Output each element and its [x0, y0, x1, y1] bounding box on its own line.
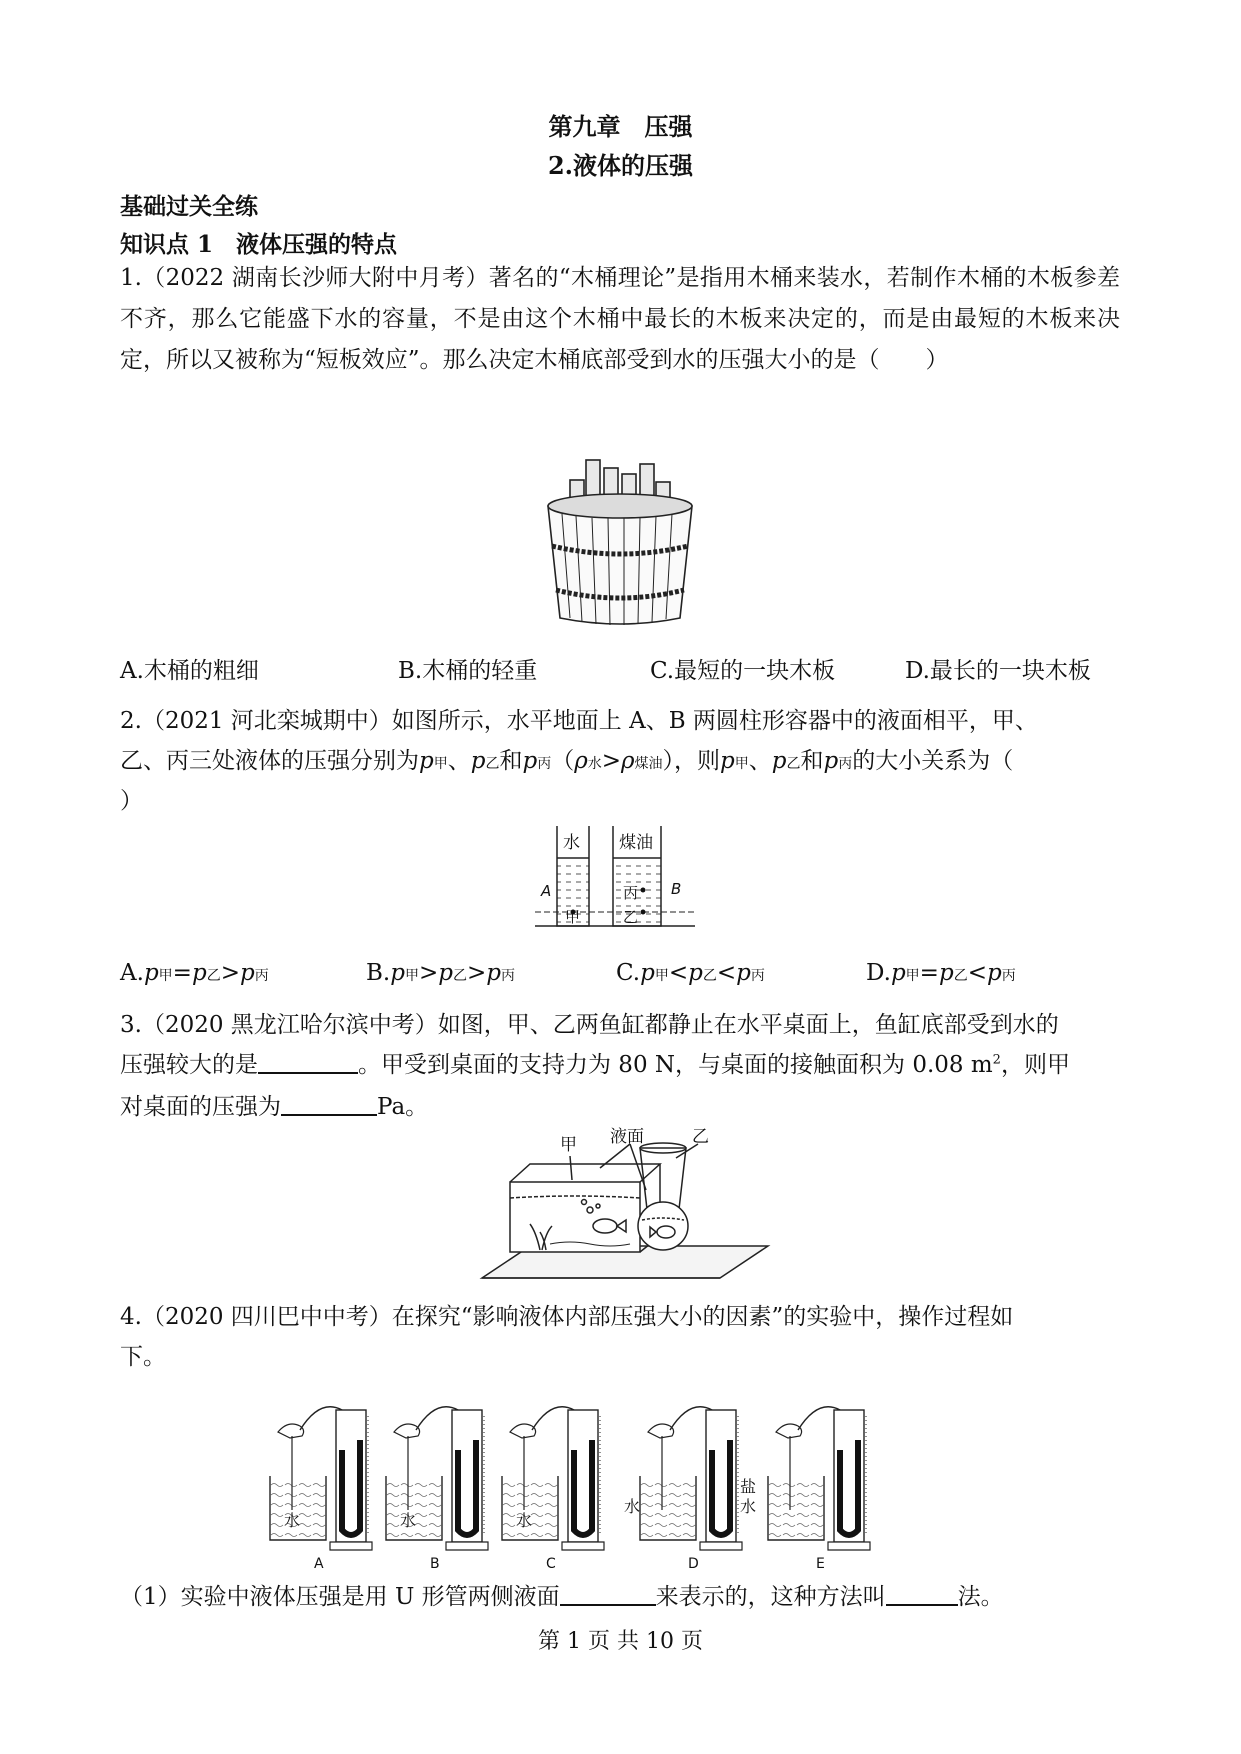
- question-3-line-2: 压强较大的是 。甲受到桌面的支持力为 80 N，与桌面的接触面积为 0.08 $m^2$，则甲: [120, 1052, 1070, 1078]
- lesson-title: 2.液体的压强: [547, 151, 694, 180]
- label-salt-water-2: 水: [740, 1497, 757, 1516]
- label-liquid-surface: 液面: [610, 1127, 644, 1147]
- answer-blank-q3-b[interactable]: [281, 1092, 377, 1116]
- question-3-line-3: 对桌面的压强为 Pa。: [120, 1094, 429, 1120]
- label-point-yi: 乙: [623, 908, 639, 926]
- label-container-b: B: [671, 880, 682, 898]
- q1-option-b[interactable]: B.木桶的轻重: [398, 658, 538, 684]
- label-beaker-water-a: 水: [284, 1511, 301, 1530]
- label-setup-a: A: [314, 1556, 324, 1572]
- q1-option-c[interactable]: C.最短的一块木板: [650, 658, 836, 684]
- question-2-line-3: ）: [120, 788, 143, 814]
- knowledge-point-heading: 知识点 1 液体压强的特点: [120, 231, 398, 258]
- label-point-jia: 甲: [565, 908, 581, 926]
- label-setup-d: D: [688, 1556, 699, 1572]
- q2-option-d[interactable]: D.p甲=p乙<p丙: [866, 960, 1016, 986]
- label-salt-water-1: 盐: [740, 1477, 757, 1496]
- label-kerosene: 煤油: [619, 833, 653, 853]
- question-4-sub-1: （1）实验中液体压强是用 U 形管两侧液面 来表示的，这种方法叫 法。: [120, 1584, 1004, 1610]
- label-tank-yi: 乙: [692, 1127, 709, 1147]
- question-1-text: 1.（2022 湖南长沙师大附中月考）著名的“木桶理论”是指用木桶来装水，若制作木桶的木板参差不齐，那么它能盛下水的容量，不是由这个木桶中最长的木板来决定的，而是由最短的木板来决定，所以又被称为“短板效应”。那么决定木桶底部受到水的压强大小的是（ ）: [120, 265, 1120, 373]
- label-beaker-water-d: 水: [624, 1497, 641, 1516]
- question-2-line-2: 乙、丙三处液体的压强分别为p甲、p乙和p丙（ρ水>ρ煤油），则p甲、p乙和p丙的大小关系为（: [120, 748, 1014, 774]
- section-heading: 基础过关全练: [120, 193, 258, 220]
- bucket-figure: [540, 458, 700, 628]
- containers-figure: [535, 822, 705, 942]
- question-4-line-1: 4.（2020 四川巴中中考）在探究“影响液体内部压强大小的因素”的实验中，操作过程如: [120, 1304, 1014, 1330]
- q2-option-a[interactable]: A.p甲=p乙>p丙: [120, 960, 269, 986]
- label-point-bing: 丙: [623, 884, 639, 902]
- question-2-line-1: 2.（2021 河北栾城期中）如图所示，水平地面上 A、B 两圆柱形容器中的液面相平，甲、: [120, 708, 1038, 734]
- label-water: 水: [563, 833, 580, 853]
- label-tank-jia: 甲: [560, 1135, 577, 1155]
- label-setup-e: E: [816, 1556, 825, 1572]
- experiment-figure: [270, 1390, 970, 1570]
- q1-option-d[interactable]: D.最长的一块木板: [905, 658, 1091, 684]
- label-setup-b: B: [430, 1556, 440, 1572]
- answer-blank-q4-b[interactable]: [886, 1582, 958, 1606]
- page-footer: 第 1 页 共 10 页: [538, 1629, 703, 1654]
- label-setup-c: C: [546, 1556, 556, 1572]
- answer-blank-q3-a[interactable]: [258, 1050, 358, 1074]
- label-container-a: A: [541, 882, 552, 900]
- answer-blank-q4-a[interactable]: [560, 1582, 656, 1606]
- label-beaker-water-c: 水: [516, 1511, 533, 1530]
- q2-option-c[interactable]: C.p甲<p乙<p丙: [616, 960, 765, 986]
- question-4-line-2: 下。: [120, 1344, 166, 1370]
- question-3-line-1: 3.（2020 黑龙江哈尔滨中考）如图，甲、乙两鱼缸都静止在水平桌面上，鱼缸底部受到水的: [120, 1012, 1059, 1038]
- label-beaker-water-b: 水: [400, 1511, 417, 1530]
- fish-tanks-figure: [480, 1128, 770, 1288]
- q1-option-a[interactable]: A.木桶的粗细: [120, 658, 259, 684]
- q2-option-b[interactable]: B.p甲>p乙>p丙: [366, 960, 515, 986]
- chapter-title: 第九章 压强: [548, 112, 693, 141]
